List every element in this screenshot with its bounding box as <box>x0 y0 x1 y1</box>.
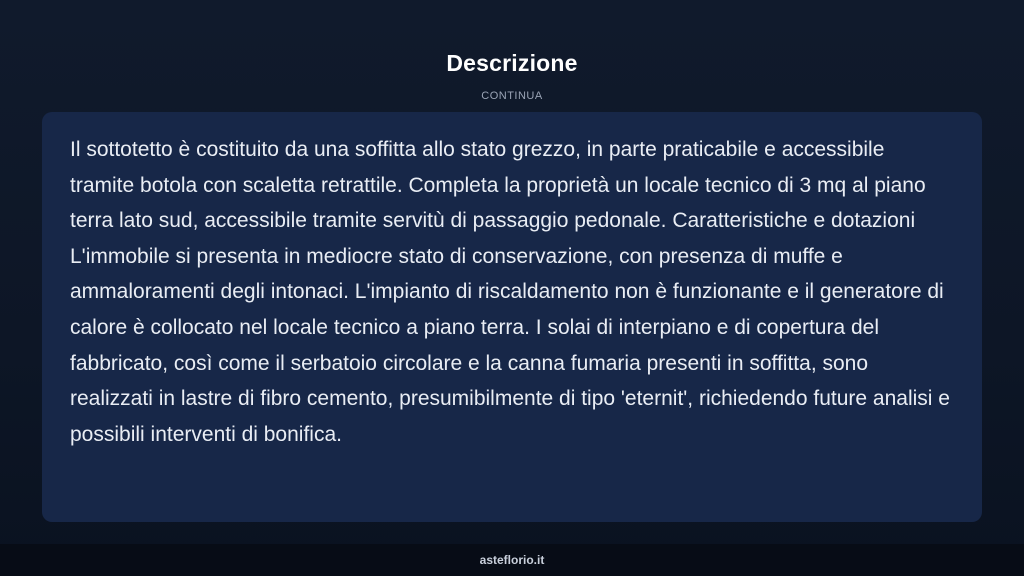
footer-brand: asteflorio.it <box>479 553 545 567</box>
page-title: Descrizione <box>446 50 578 76</box>
description-card <box>42 112 982 522</box>
continue-label: CONTINUA <box>481 90 543 102</box>
footer-bar <box>0 544 1024 576</box>
description-text: Il sottotetto è costituito da una soffitta allo stato grezzo, in parte praticabile e accessibile tramite botola con scaletta retrattile. Completa la proprietà un locale tecnico di 3 mq al piano terra lato sud, accessibile tramite servitù di passaggio pedonale. Caratteristiche e dotazioni L'immobile si presenta in mediocre stato di conservazione, con presenza di muffe e ammaloramenti degli intonaci. L'impianto di riscaldamento non è funzionante e il generatore di calore è collocato nel locale tecnico a piano terra. I solai di interpiano e di copertura del fabbricato, così come il serbatoio circolare e la canna fumaria presenti in soffitta, sono realizzati in lastre di fibro cemento, presumibilmente di tipo 'eternit', richiedendo future analisi e possibili interventi di bonifica. <box>70 138 950 446</box>
